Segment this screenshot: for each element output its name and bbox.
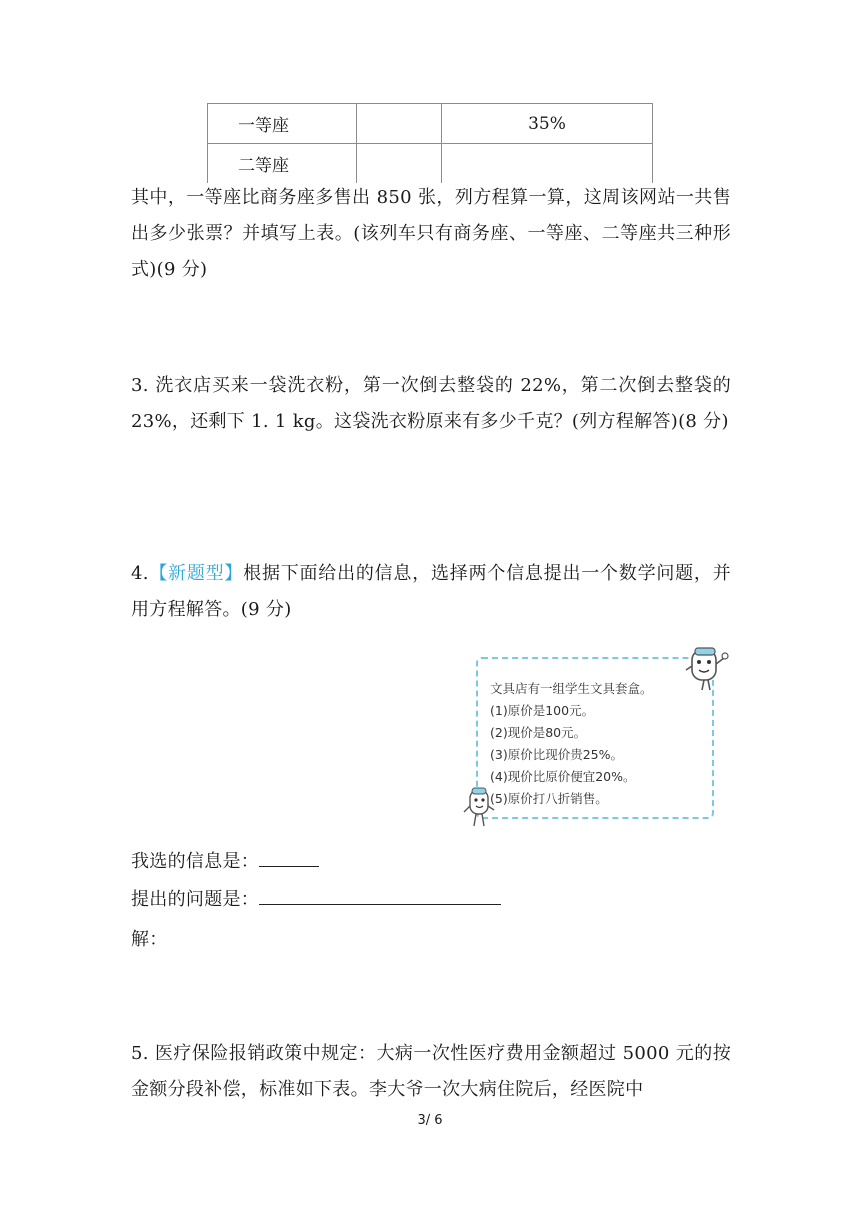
info-item: (3)原价比现价贵25%。: [490, 747, 623, 762]
info-item: (1)原价是100元。: [490, 703, 595, 718]
page-number: 3/ 6: [417, 1113, 443, 1128]
robot-mascot-icon: [460, 784, 500, 832]
info-item: (5)原价打八折销售。: [490, 791, 608, 806]
seat-type-cell: 二等座: [208, 144, 357, 184]
question-4-text: [131, 556, 731, 628]
table-row: [208, 144, 653, 184]
ticket-count-cell[interactable]: [357, 144, 442, 184]
seat-table: [207, 103, 653, 183]
chosen-info-row: [131, 844, 731, 880]
question-label: 提出的问题是：: [131, 889, 260, 910]
question-blank[interactable]: [259, 886, 501, 905]
table-row: [208, 104, 653, 144]
question-3-text: 3. 洗衣店买来一袋洗衣粉，第一次倒去整袋的 22%，第二次倒去整袋的 23%，还剩下 1. 1 kg。这袋洗衣粉原来有多少千克？(列方程解答)(8 分): [131, 375, 731, 432]
chosen-info-label: 我选的信息是：: [131, 851, 260, 872]
info-box: [476, 657, 714, 819]
info-item: (4)现价比原价便宜20%。: [490, 769, 636, 784]
percent-cell: 35%: [442, 104, 653, 144]
question-row: [131, 882, 731, 918]
ticket-count-cell[interactable]: [357, 104, 442, 144]
info-box-title: 文具店有一组学生文具套盒。: [490, 681, 653, 696]
percent-cell[interactable]: [442, 144, 653, 184]
seat-type-cell: 一等座: [208, 104, 357, 144]
new-question-type-tag: 【新题型】: [148, 563, 244, 584]
question-number: 4.: [131, 563, 149, 584]
chosen-info-blank[interactable]: [259, 848, 319, 867]
question-5-text: 5. 医疗保险报销政策中规定：大病一次性医疗费用金额超过 5000 元的按金额分段补偿，标准如下表。李大爷一次大病住院后，经医院中: [131, 1043, 731, 1100]
question-2-text: 其中，一等座比商务座多售出 850 张，列方程算一算，这周该网站一共售出多少张票？并填写上表。(该列车只有商务座、一等座、二等座共三种形式)(9 分): [131, 187, 731, 280]
solution-label: 解：: [131, 929, 168, 950]
question-4-body: 根据下面给出的信息，选择两个信息提出一个数学问题，并用方程解答。(9 分): [131, 563, 731, 620]
info-item: (2)现价是80元。: [490, 725, 587, 740]
robot-mascot-icon: [680, 640, 732, 696]
